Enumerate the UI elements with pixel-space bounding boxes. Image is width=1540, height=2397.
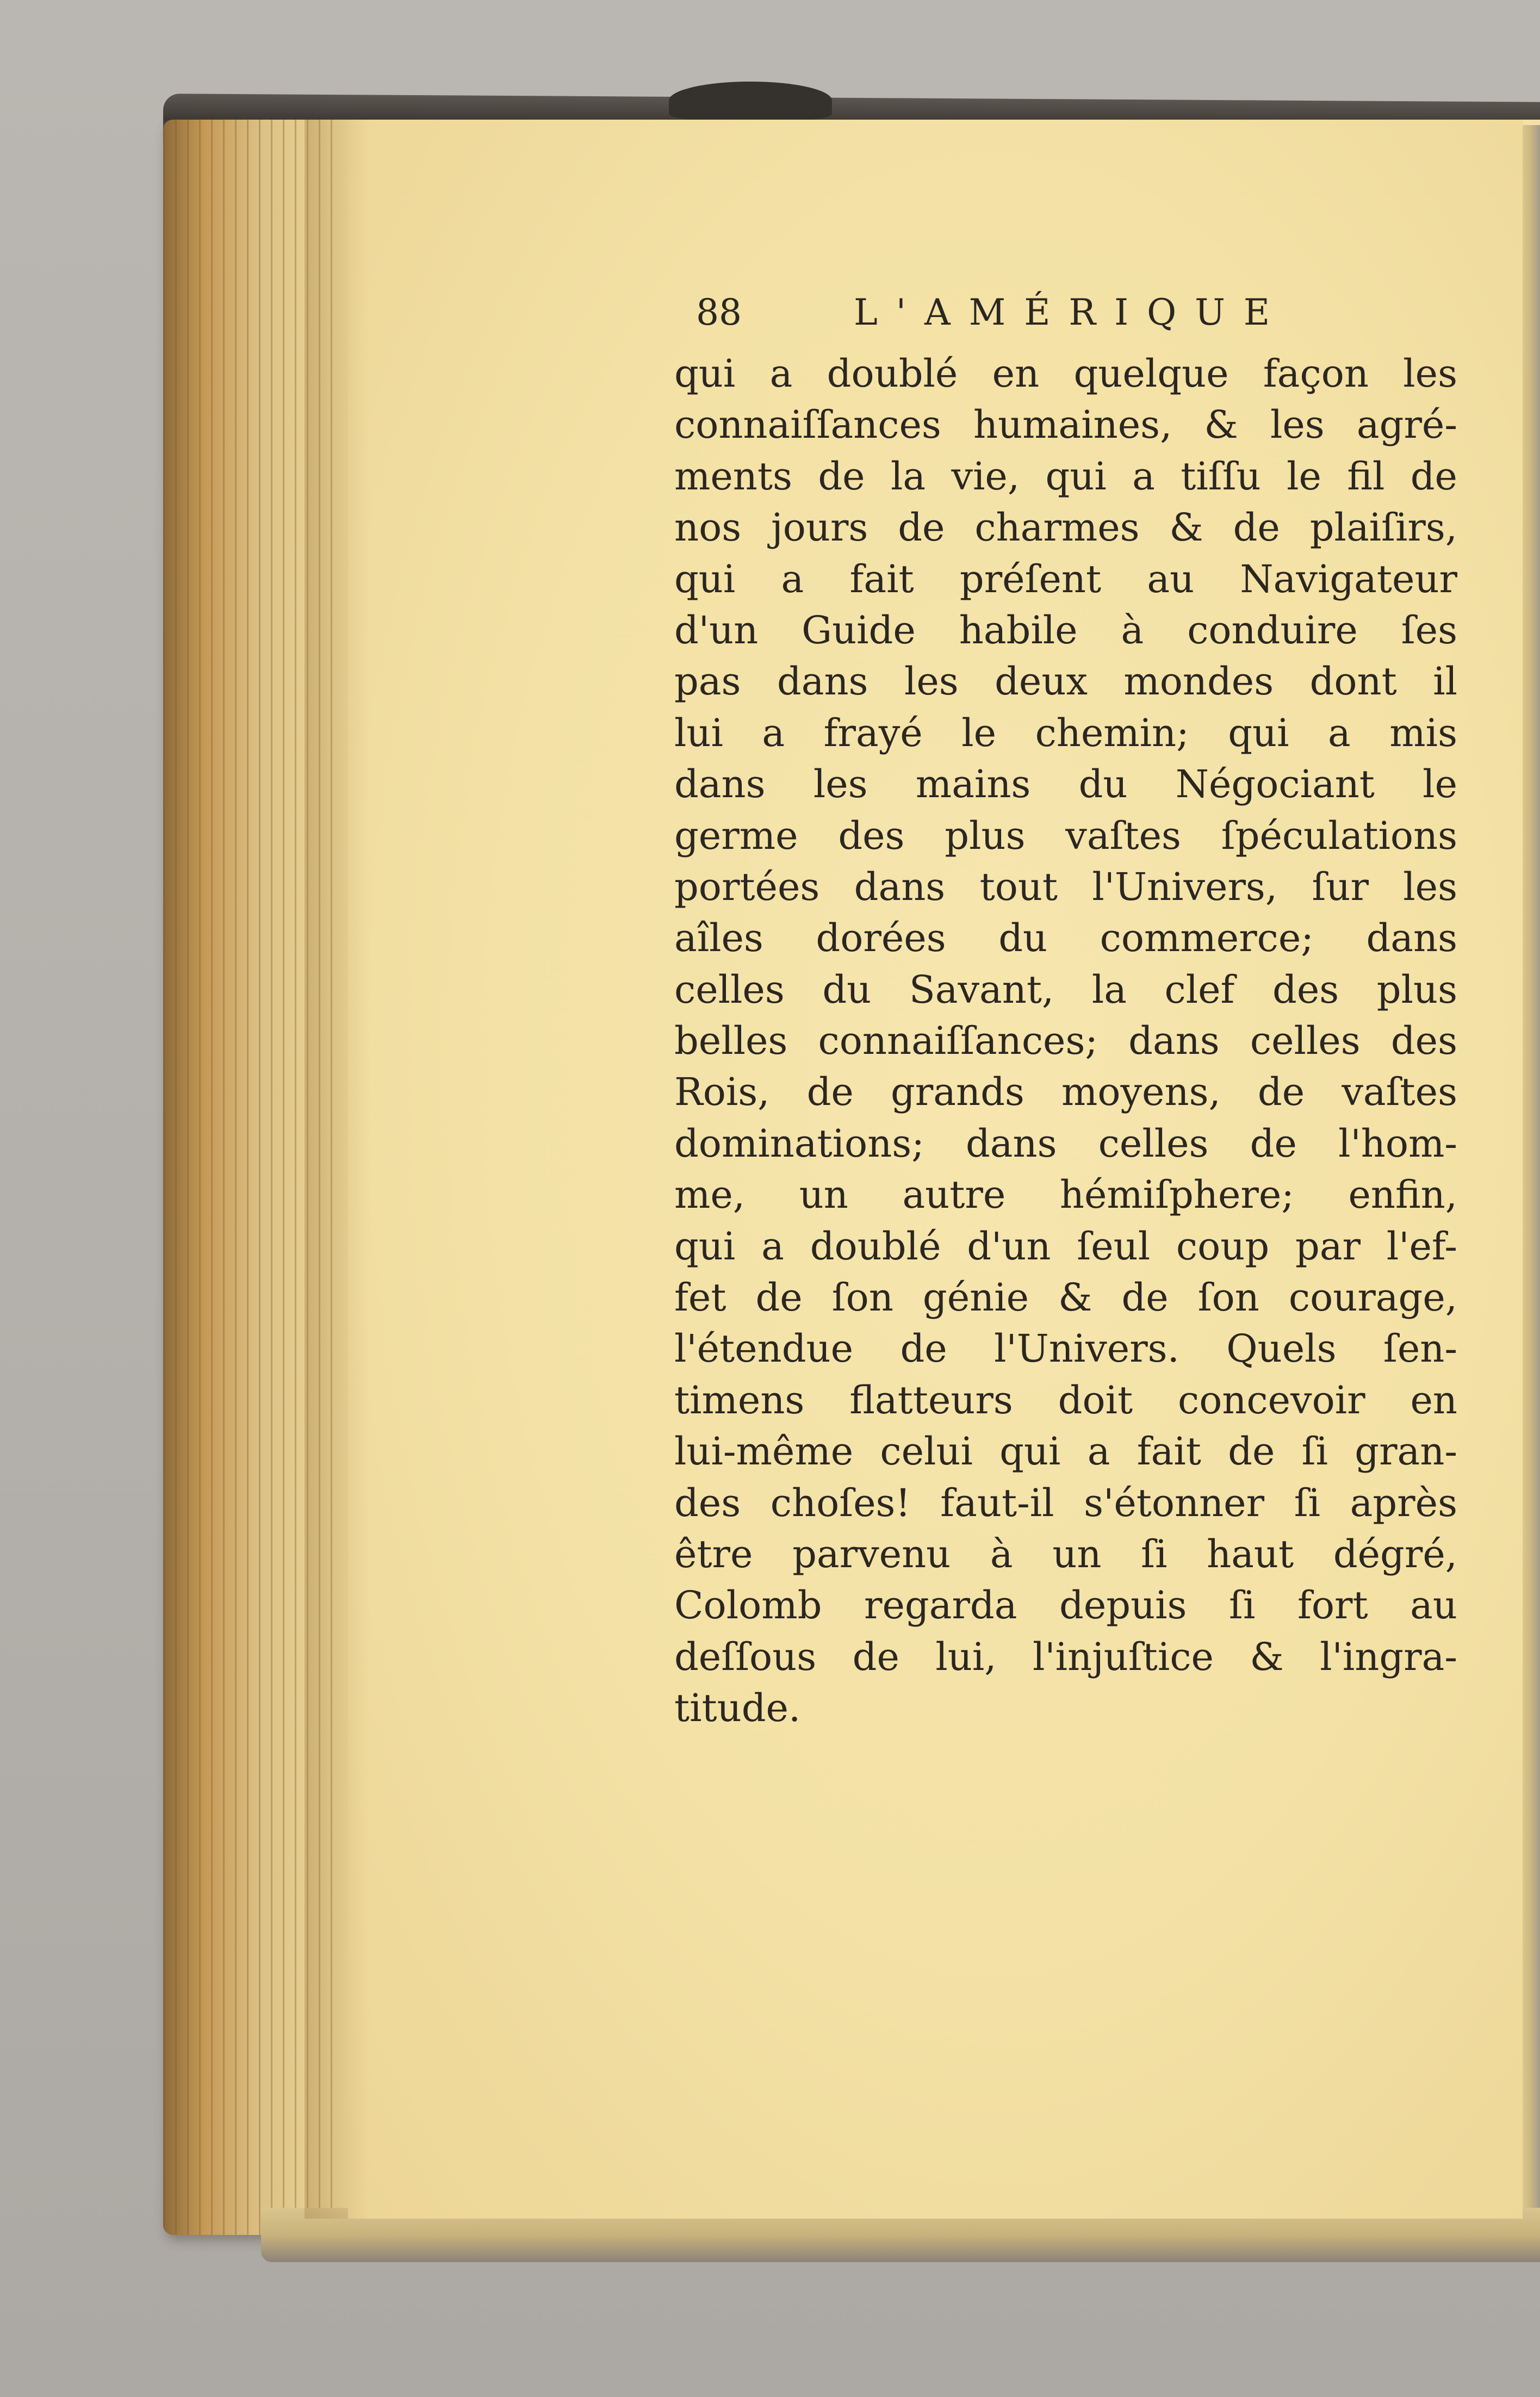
binding-spine-bump [669,82,832,120]
text-line: ments de la vie, qui a tiſſu le fil de [674,454,1457,499]
text-line: d'un Guide habile à conduire ſes [674,607,1457,653]
text-line: Colomb regarda depuis ſi fort au [674,1583,1457,1628]
gutter-shadow [305,120,370,2219]
text-line: être parvenu à un ſi haut dégré, [674,1531,1457,1576]
text-line: qui a doublé d'un ſeul coup par l'ef- [674,1224,1457,1269]
text-line: portées dans tout l'Univers, ſur les [674,864,1457,909]
text-line: dominations; dans celles de l'hom- [674,1121,1457,1166]
text-line: aîles dorées du commerce; dans [674,916,1457,961]
text-line: pas dans les deux mondes dont il [674,659,1457,704]
text-line: l'étendue de l'Univers. Quels ſen- [674,1326,1457,1371]
text-line: me, un autre hémiſphere; enfin, [674,1172,1457,1218]
text-line: qui a fait préſent au Navigateur [674,556,1457,601]
text-line: lui a frayé le chemin; qui a mis [674,710,1457,755]
running-title: L'AMÉRIQUE [854,291,1289,333]
text-line: lui-même celui qui a fait de ſi gran- [674,1429,1457,1474]
running-head [674,277,1457,348]
text-line: titude. [674,1686,801,1731]
text-line: deſſous de lui, l'injuſtice & l'ingra- [674,1634,1457,1679]
body-text [674,348,1457,1734]
text-line: timens flatteurs doit concevoir en [674,1377,1457,1423]
text-line: connaiſſances humaines, & les agré- [674,402,1457,448]
text-line: Rois, de grands moyens, de vaſtes [674,1070,1457,1115]
text-line: belles connaiſſances; dans celles des [674,1019,1457,1064]
text-block [674,277,1457,1734]
text-line: des choſes! faut-il s'étonner ſi après [674,1480,1457,1525]
text-line: nos jours de charmes & de plaiſirs, [674,505,1457,550]
text-line: qui a doublé en quelque façon les [674,351,1457,396]
text-line: fet de ſon génie & de ſon courage, [674,1275,1457,1320]
text-line: dans les mains du Négociant le [674,762,1457,807]
text-line: germe des plus vaſtes ſpéculations [674,813,1457,858]
text-line: celles du Savant, la clef des plus [674,967,1457,1012]
page-number: 88 [696,291,742,333]
